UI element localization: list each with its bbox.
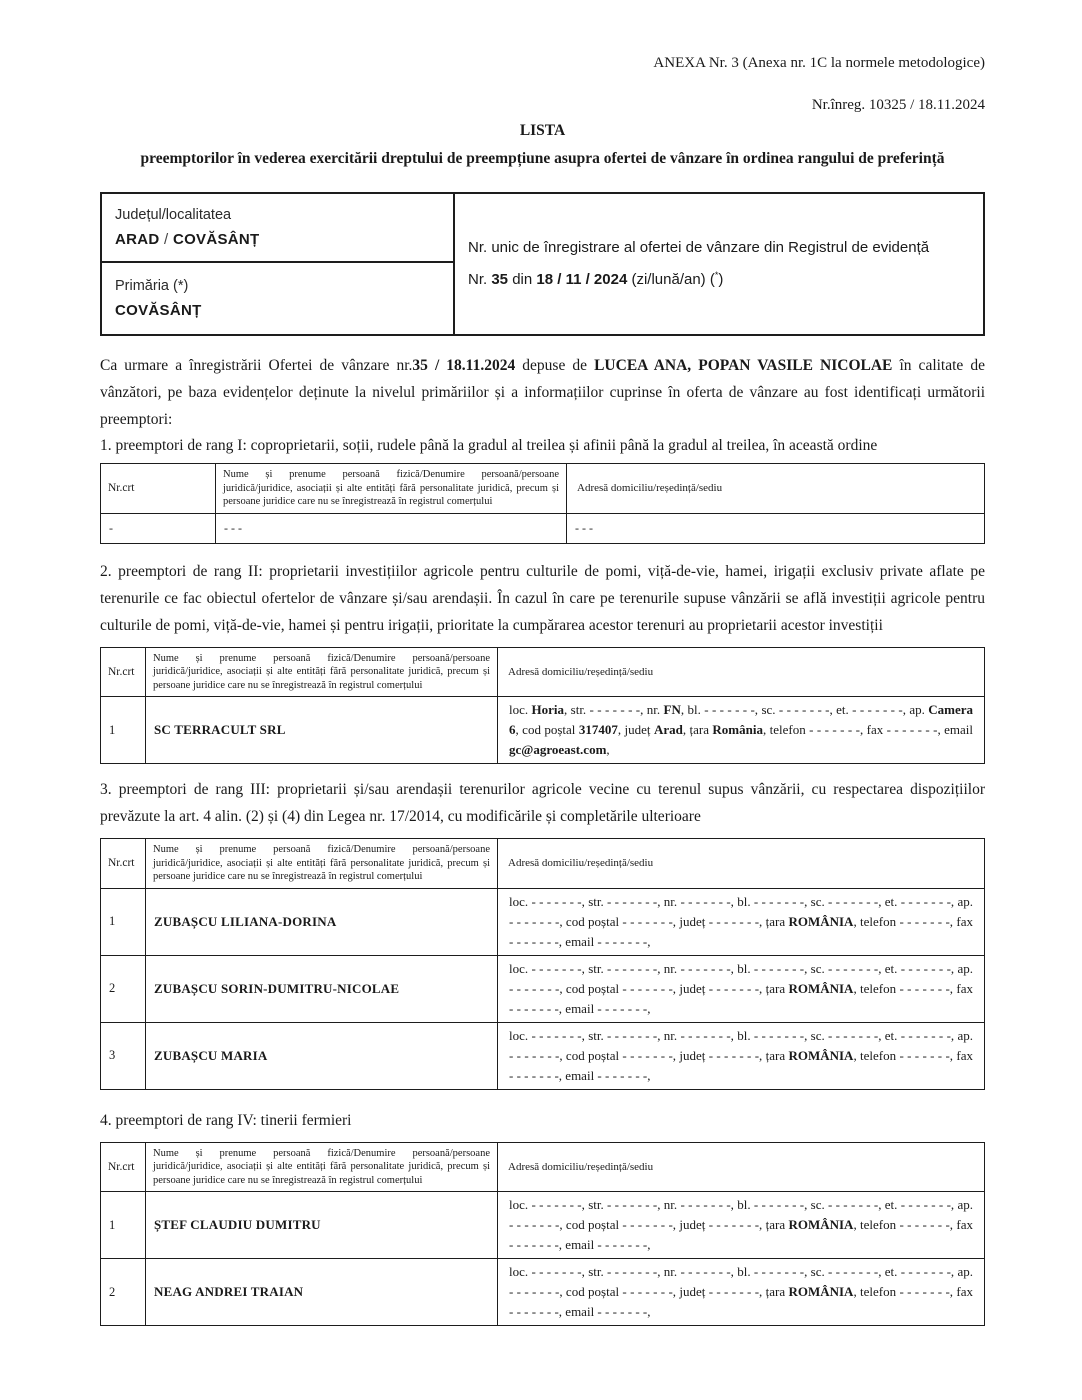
name-cell: - - - [216, 513, 567, 543]
document-subtitle: preemptorilor în vederea exercitării dreptului de preempțiune asupra ofertei de vânzare în ordinea rangului de preferință [140, 150, 945, 167]
column-header-nrcrt: Nr.crt [101, 647, 146, 697]
column-header-address: Adresă domiciliu/reședință/sediu [567, 464, 985, 514]
name-cell: ZUBAȘCU SORIN-DUMITRU-NICOLAE [146, 955, 498, 1022]
judet-cell [101, 193, 454, 262]
rang-3-table [100, 838, 985, 1090]
column-header-name: Nume și prenume persoană fizică/Denumire persoană/persoane juridică/juridice, asociații și alte entități fără personalitate juridică, precum și persoane juridice care nu se înregistrează în registrul comerțului [216, 464, 567, 514]
name-cell: ZUBAȘCU LILIANA-DORINA [146, 888, 498, 955]
registru-number: Nr. 35 din 18 / 11 / 2024 (zi/lună/an) (*) [468, 270, 724, 288]
nr-cell: 2 [101, 955, 146, 1022]
table-header-row [101, 839, 985, 889]
column-header-name: Nume și prenume persoană fizică/Denumire persoană/persoane juridică/juridice, asociații și alte entități fără personalitate juridică, precum și persoane juridice care nu se înregistrează în registrul comerțului [146, 647, 498, 697]
nr-cell: - [101, 513, 216, 543]
table-header-row [101, 464, 985, 514]
table-row [101, 1192, 985, 1259]
anexa-note: ANEXA Nr. 3 (Anexa nr. 1C la normele metodologice) [653, 55, 985, 71]
nr-cell: 3 [101, 1022, 146, 1089]
section-4-heading: 4. preemptori de rang IV: tinerii fermieri [100, 1111, 352, 1129]
table-row [101, 955, 985, 1022]
nr-cell: 1 [101, 888, 146, 955]
table-header-row [101, 647, 985, 697]
rang-4-table [100, 1142, 985, 1327]
column-header-address: Adresă domiciliu/reședință/sediu [498, 1142, 985, 1192]
address-cell: - - - [567, 513, 985, 543]
address-cell: loc. - - - - - - -, str. - - - - - - -, nr. - - - - - - -, bl. - - - - - - -, sc. - - - - - - -, et. - - - - - - -, ap. - - - - - - -, cod poștal - - - - - - -, județ - - - - - - -, țara ROMÂNIA, telefon - - - - - - -, fax - - - - - - -, email - - - - - - -, [498, 1022, 985, 1089]
address-cell: loc. - - - - - - -, str. - - - - - - -, nr. - - - - - - -, bl. - - - - - - -, sc. - - - - - - -, et. - - - - - - -, ap. - - - - - - -, cod poștal - - - - - - -, județ - - - - - - -, țara ROMÂNIA, telefon - - - - - - -, fax - - - - - - -, email - - - - - - -, [498, 1259, 985, 1326]
section-1-heading: 1. preemptori de rang I: coproprietarii, soții, rudele până la gradul al treilea și afinii până la gradul al treilea, în această ordine [100, 437, 878, 454]
address-cell: loc. - - - - - - -, str. - - - - - - -, nr. - - - - - - -, bl. - - - - - - -, sc. - - - - - - -, et. - - - - - - -, ap. - - - - - - -, cod poștal - - - - - - -, județ - - - - - - -, țara ROMÂNIA, telefon - - - - - - -, fax - - - - - - -, email - - - - - - -, [498, 955, 985, 1022]
primaria-label: Primăria (*) [115, 278, 189, 294]
primaria-value: COVĂSÂNȚ [115, 302, 202, 319]
column-header-nrcrt: Nr.crt [101, 1142, 146, 1192]
column-header-nrcrt: Nr.crt [101, 839, 146, 889]
section-2-heading: 2. preemptori de rang II: proprietarii investițiilor agricole pentru culturile de pomi, viță-de-vie, hamei, irigații exclusiv private aflate pe terenurile ce fac obiectul ofertelor de vânzare și/sau arendașii. În cazul în care pe terenurile supuse vânzării se află investiții agricole pentru culturile de pomi, viță-de-vie, hamei și pentru irigații, prioritate la cumpărarea acestor terenuri au proprietarii acestor investiții [100, 562, 985, 634]
nr-cell: 2 [101, 1259, 146, 1326]
address-cell: loc. Horia, str. - - - - - - -, nr. FN, bl. - - - - - - -, sc. - - - - - - -, et. - - - - - - -, ap. Camera 6, cod poștal 317407, județ Arad, țara România, telefon - - - - - - -, fax - - - - - - -, email gc@agroeast.com, [498, 697, 985, 764]
rang-1-table [100, 463, 985, 544]
table-row [101, 513, 985, 543]
table-row [101, 1022, 985, 1089]
nr-cell: 1 [101, 697, 146, 764]
table-header-row [101, 1142, 985, 1192]
rang-2-table [100, 647, 985, 765]
table-row [101, 1259, 985, 1326]
judet-value: ARAD / COVĂSÂNȚ [115, 231, 260, 248]
name-cell: ȘTEF CLAUDIU DUMITRU [146, 1192, 498, 1259]
judet-label: Județul/localitatea [115, 207, 232, 223]
info-table [100, 192, 985, 336]
registration-number: Nr.înreg. 10325 / 18.11.2024 [811, 97, 985, 113]
intro-paragraph: Ca urmare a înregistrării Ofertei de vânzare nr.35 / 18.11.2024 depuse de LUCEA ANA, POPAN VASILE NICOLAE în calitate de vânzători, pe baza evidențelor deținute la nivelul primăriilor și a informațiilor cuprinse în oferta de vânzare au fost identificați următorii preemptori: [100, 357, 985, 428]
column-header-address: Adresă domiciliu/reședință/sediu [498, 647, 985, 697]
info-row-judet [101, 193, 984, 262]
column-header-address: Adresă domiciliu/reședință/sediu [498, 839, 985, 889]
registru-label: Nr. unic de înregistrare al ofertei de vânzare din Registrul de evidență [468, 239, 930, 256]
column-header-nrcrt: Nr.crt [101, 464, 216, 514]
document-title: LISTA [519, 122, 566, 139]
table-row [101, 697, 985, 764]
table-row [101, 888, 985, 955]
address-cell: loc. - - - - - - -, str. - - - - - - -, nr. - - - - - - -, bl. - - - - - - -, sc. - - - - - - -, et. - - - - - - -, ap. - - - - - - -, cod poștal - - - - - - -, județ - - - - - - -, țara ROMÂNIA, telefon - - - - - - -, fax - - - - - - -, email - - - - - - -, [498, 888, 985, 955]
nr-cell: 1 [101, 1192, 146, 1259]
name-cell: NEAG ANDREI TRAIAN [146, 1259, 498, 1326]
address-cell: loc. - - - - - - -, str. - - - - - - -, nr. - - - - - - -, bl. - - - - - - -, sc. - - - - - - -, et. - - - - - - -, ap. - - - - - - -, cod poștal - - - - - - -, județ - - - - - - -, țara ROMÂNIA, telefon - - - - - - -, fax - - - - - - -, email - - - - - - -, [498, 1192, 985, 1259]
column-header-name: Nume și prenume persoană fizică/Denumire persoană/persoane juridică/juridice, asociații și alte entități fără personalitate juridică, precum și persoane juridice care nu se înregistrează în registrul comerțului [146, 839, 498, 889]
primaria-cell [101, 262, 454, 335]
name-cell: SC TERRACULT SRL [146, 697, 498, 764]
section-3-heading: 3. preemptori de rang III: proprietarii și/sau arendașii terenurilor agricole vecine cu terenul supus vânzării, cu respectarea dispozițiilor prevăzute la art. 4 alin. (2) și (4) din Legea nr. 17/2014, cu modificările și completările ulterioare [100, 781, 985, 825]
column-header-name: Nume și prenume persoană fizică/Denumire persoană/persoane juridică/juridice, asociații și alte entități fără personalitate juridică, precum și persoane juridice care nu se înregistrează în registrul comerțului [146, 1142, 498, 1192]
registru-cell [454, 193, 984, 335]
name-cell: ZUBAȘCU MARIA [146, 1022, 498, 1089]
